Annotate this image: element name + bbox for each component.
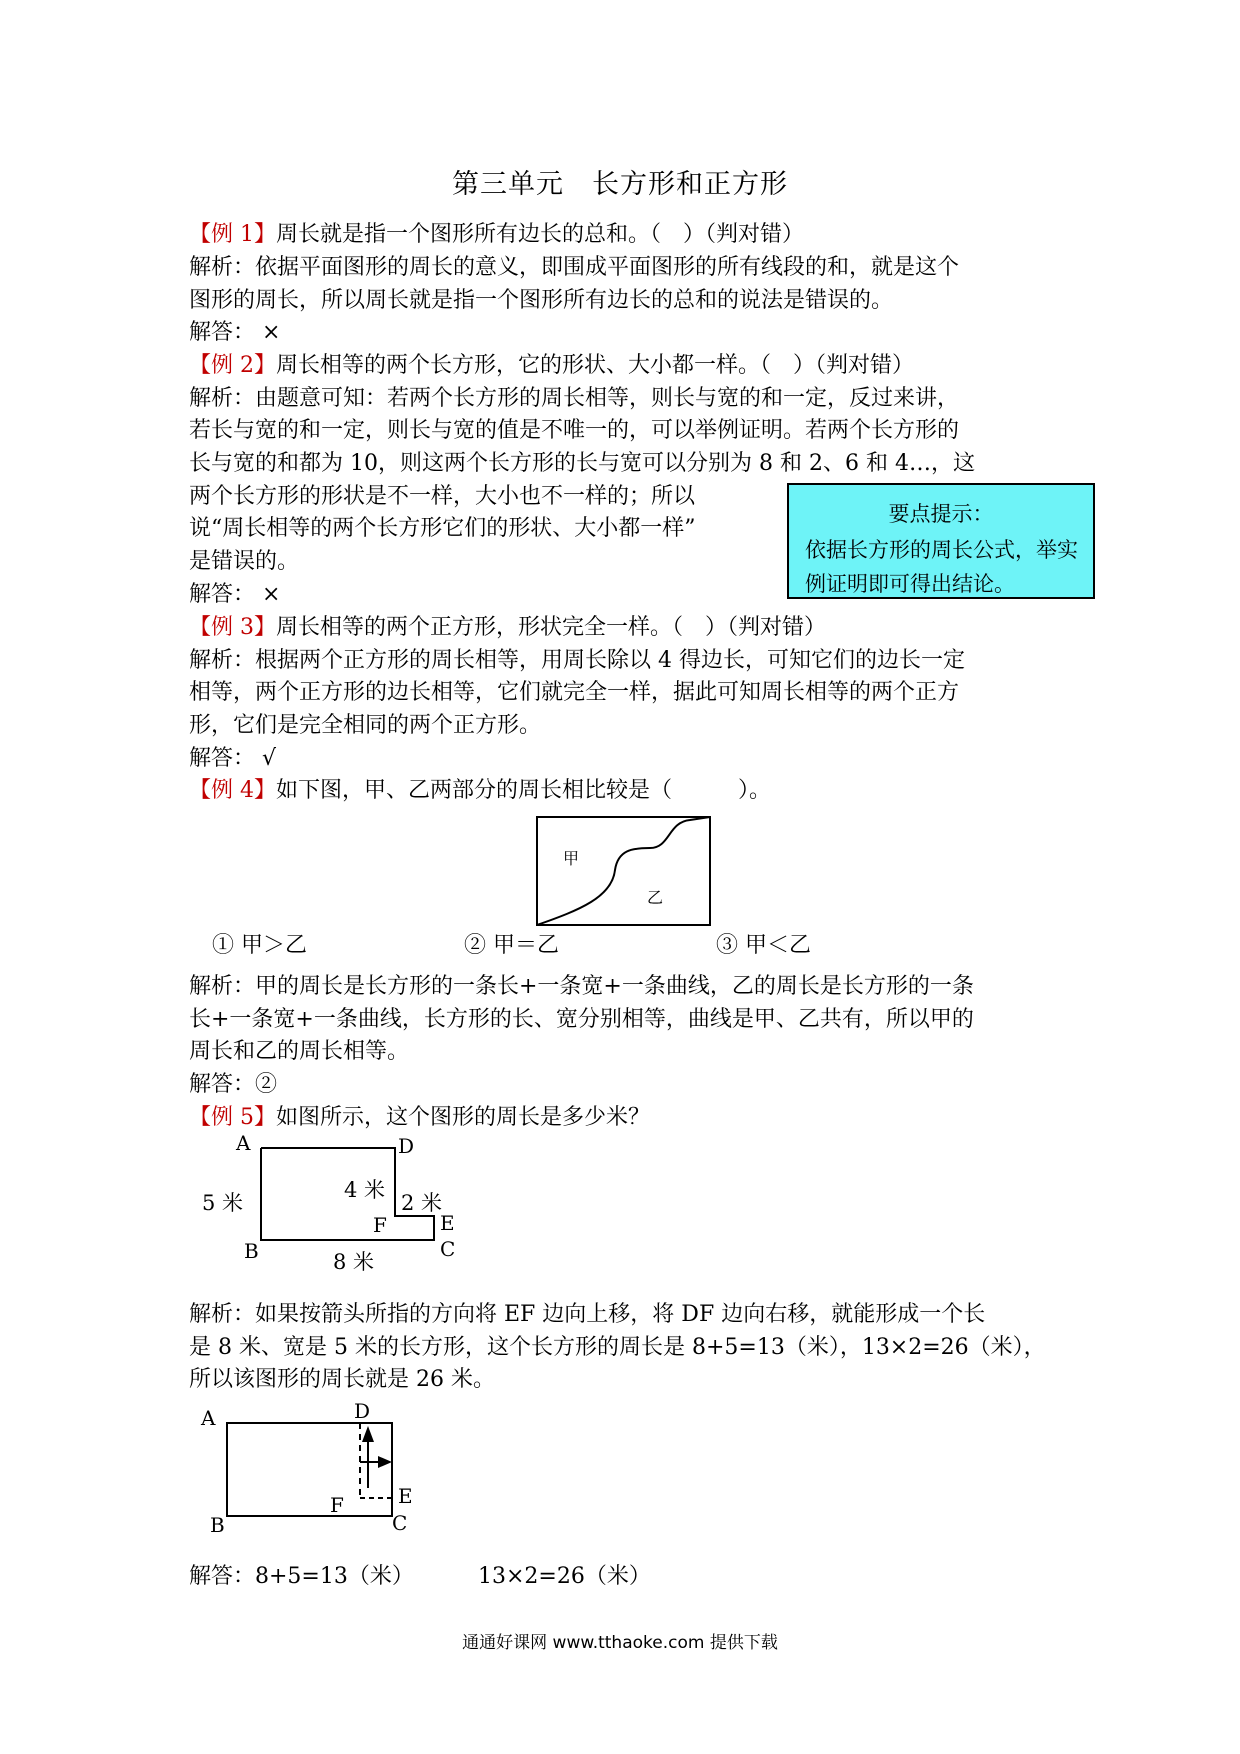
ex4-analysis-1: 解析：甲的周长是长方形的一条长+一条宽+一条曲线，乙的周长是长方形的一条 bbox=[189, 974, 974, 999]
ex2-analysis-4: 两个长方形的形状是不一样，大小也不一样的；所以 bbox=[189, 484, 696, 509]
ex2-answer: 解答： × bbox=[189, 582, 281, 607]
ex5-answer-1: 解答：8+5=13（米） bbox=[189, 1564, 414, 1589]
ex5-label-ec: 2 米 bbox=[401, 1191, 443, 1215]
ex4-curve bbox=[537, 817, 710, 925]
ex1-question-text: 周长就是指一个图形所有边长的总和。（ ）（判对错） bbox=[276, 222, 805, 247]
ex3-analysis-3: 形，它们是完全相同的两个正方形。 bbox=[189, 713, 542, 738]
ex5-analysis-3: 所以该图形的周长就是 26 米。 bbox=[189, 1367, 495, 1392]
ex5-analysis-2: 是 8 米、宽是 5 米的长方形，这个长方形的周长是 8+5=13（米），13×2=26（米）， bbox=[189, 1335, 1046, 1360]
ex5-label-b: B bbox=[244, 1239, 259, 1263]
ex5s-label-d: D bbox=[354, 1399, 371, 1423]
ex4-answer: 解答：② bbox=[189, 1072, 278, 1097]
ex4-figure bbox=[537, 817, 710, 925]
ex5-label-width: 8 米 bbox=[333, 1250, 375, 1274]
ex5-label-a: A bbox=[236, 1131, 251, 1155]
ex5s-label-b: B bbox=[210, 1513, 225, 1537]
ex4-tag: 【例 4】 bbox=[189, 778, 276, 803]
ex5s-label-f: F bbox=[330, 1493, 344, 1517]
ex3-answer: 解答： √ bbox=[189, 746, 277, 771]
ex3-question-text: 周长相等的两个正方形，形状完全一样。（ ）（判对错） bbox=[276, 615, 827, 640]
ex1-tag: 【例 1】 bbox=[189, 222, 276, 247]
ex5-label-df: 4 米 bbox=[344, 1178, 386, 1202]
ex4-question-text: 如下图，甲、乙两部分的周长相比较是（ ）。 bbox=[276, 778, 772, 803]
ex5-label-height: 5 米 bbox=[202, 1191, 244, 1215]
ex1-answer: 解答： × bbox=[189, 320, 281, 345]
ex5s-label-e: E bbox=[398, 1484, 413, 1508]
ex4-option-1: ① 甲＞乙 bbox=[212, 933, 307, 958]
key-point-title: 要点提示： bbox=[888, 502, 994, 526]
ex5-label-c: C bbox=[440, 1237, 456, 1261]
ex4-label-jia: 甲 bbox=[563, 849, 580, 868]
ex3-analysis-1: 解析：根据两个正方形的周长相等，用周长除以 4 得边长，可知它们的边长一定 bbox=[189, 648, 965, 673]
ex5-right-arrow-icon bbox=[378, 1456, 392, 1468]
ex5-solution-figure bbox=[200, 1399, 413, 1537]
ex5-up-arrow-icon bbox=[362, 1426, 374, 1442]
ex2-tag: 【例 2】 bbox=[189, 353, 276, 378]
ex3-analysis-2: 相等，两个正方形的边长相等，它们就完全一样，据此可知周长相等的两个正方 bbox=[189, 680, 960, 705]
ex4-label-yi: 乙 bbox=[647, 888, 664, 907]
ex5-question-text: 如图所示，这个图形的周长是多少米？ bbox=[276, 1105, 651, 1130]
key-point-body: 依据长方形的周长公式，举实例证明即可得出结论。 bbox=[805, 538, 1078, 596]
ex4-option-3: ③ 甲＜乙 bbox=[716, 933, 811, 958]
ex3-tag: 【例 3】 bbox=[189, 615, 276, 640]
ex5-analysis-1: 解析：如果按箭头所指的方向将 EF 边向上移，将 DF 边向右移，就能形成一个长 bbox=[189, 1302, 986, 1327]
ex4-analysis-2: 长+一条宽+一条曲线，长方形的长、宽分别相等，曲线是甲、乙共有，所以甲的 bbox=[189, 1007, 974, 1032]
ex2-analysis-6: 是错误的。 bbox=[189, 549, 300, 574]
ex2-analysis-5: 说“周长相等的两个长方形它们的形状、大小都一样” bbox=[189, 516, 696, 541]
ex5s-label-c: C bbox=[392, 1511, 408, 1535]
page-title: 第三单元 长方形和正方形 bbox=[452, 169, 788, 200]
ex5-figure bbox=[202, 1131, 455, 1274]
ex5-label-f: F bbox=[373, 1213, 387, 1237]
ex4-analysis-3: 周长和乙的周长相等。 bbox=[189, 1039, 410, 1064]
ex4-option-2: ② 甲＝乙 bbox=[464, 933, 559, 958]
ex2-question-text: 周长相等的两个长方形，它的形状、大小都一样。（ ）（判对错） bbox=[276, 353, 915, 378]
ex5-label-e: E bbox=[440, 1211, 455, 1235]
footer: 通通好课网 www.tthaoke.com 提供下载 bbox=[462, 1633, 778, 1653]
ex2-analysis-1: 解析：由题意可知：若两个长方形的周长相等，则长与宽的和一定，反过来讲， bbox=[189, 386, 960, 411]
ex5s-label-a: A bbox=[201, 1406, 216, 1430]
ex2-analysis-2: 若长与宽的和一定，则长与宽的值是不唯一的，可以举例证明。若两个长方形的 bbox=[189, 418, 960, 443]
ex2-analysis-3: 长与宽的和都为 10，则这两个长方形的长与宽可以分别为 8 和 2、6 和 4…，这 bbox=[189, 451, 975, 476]
ex5-tag: 【例 5】 bbox=[189, 1105, 276, 1130]
ex5-answer-2: 13×2=26（米） bbox=[478, 1564, 651, 1589]
ex1-analysis-2: 图形的周长，所以周长就是指一个图形所有边长的总和的说法是错误的。 bbox=[189, 288, 894, 313]
ex4-rectangle bbox=[537, 817, 710, 925]
ex5-label-d: D bbox=[398, 1134, 415, 1158]
ex1-analysis-1: 解析：依据平面图形的周长的意义，即围成平面图形的所有线段的和，就是这个 bbox=[189, 255, 960, 280]
